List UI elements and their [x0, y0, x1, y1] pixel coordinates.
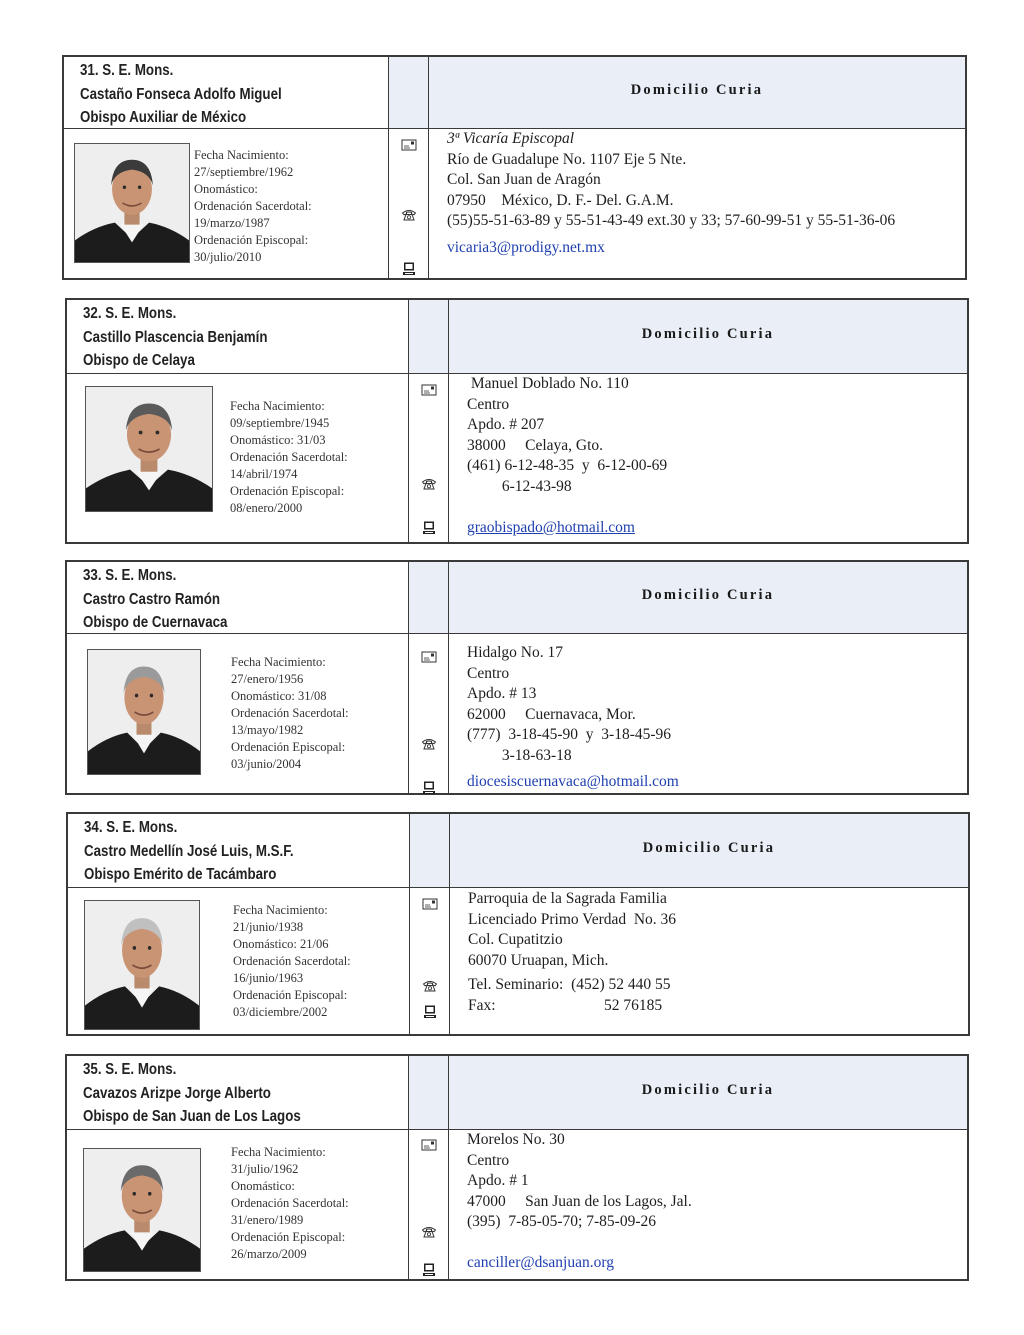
bishop-header [67, 300, 409, 374]
bishop-date-line: Onomástico: 31/08 [231, 689, 327, 703]
bishop-name: Castaño Fonseca Adolfo Miguel [80, 85, 282, 103]
domicilio-header [429, 57, 965, 129]
curia-address [467, 643, 679, 793]
bishop-profile [64, 129, 389, 278]
bishop-date-line: Ordenación Sacerdotal: [194, 199, 312, 213]
bishop-date-line: Ordenación Sacerdotal: [231, 706, 349, 720]
address-line: (55)55-51-63-89 y 55-51-43-49 ext.30 y 33; 57-60-99-51 y 55-51-36-06 [447, 212, 896, 229]
domicilio-header [449, 300, 967, 374]
address-line [467, 1233, 692, 1254]
bishop-dates [233, 902, 351, 1021]
address-line: Parroquia de la Sagrada Familia [468, 890, 667, 907]
telephone-icon [422, 978, 438, 994]
bishop-name: Castillo Plascencia Benjamín [83, 328, 268, 346]
domicilio-label: Domicilio Curia [630, 82, 764, 98]
bishop-card [62, 55, 967, 280]
domicilio-label: Domicilio Curia [642, 840, 776, 856]
email-link[interactable]: diocesiscuernavaca@hotmail.com [467, 773, 679, 790]
contact-icons [409, 374, 449, 542]
domicilio-label: Domicilio Curia [641, 1082, 775, 1098]
bishop-name: Castro Medellín José Luis, M.S.F. [84, 842, 294, 860]
address-line: Centro [467, 664, 510, 682]
bishop-number-title: 33. S. E. Mons. [83, 567, 177, 584]
bishop-date-line: Fecha Nacimiento: [231, 1145, 326, 1159]
address-line: 38000 Celaya, Gto. [467, 436, 604, 454]
contact-icons [409, 1130, 449, 1279]
envelope-icon [421, 649, 437, 665]
address-line: (395) 7-85-05-70; 7-85-09-26 [467, 1213, 656, 1230]
bishop-number-title: 32. S. E. Mons. [83, 305, 177, 322]
bishop-date-line: Ordenación Episcopal: [231, 1230, 346, 1244]
bishop-date-line: Ordenación Sacerdotal: [230, 450, 348, 464]
address-line: 62000 Cuernavaca, Mor. [467, 705, 636, 723]
bishop-date-line: Fecha Nacimiento: [233, 903, 328, 917]
bishop-number-title: 34. S. E. Mons. [84, 819, 178, 836]
address-line: Río de Guadalupe No. 1107 Eje 5 Nte. [447, 150, 687, 168]
address-line: 3-18-63-18 [467, 746, 572, 764]
computer-icon [401, 261, 417, 277]
bishop-header [67, 562, 409, 634]
bishop-date-line: 09/septiembre/1945 [230, 416, 330, 430]
domicilio-header [449, 562, 967, 634]
computer-icon [421, 1262, 437, 1278]
address-line: (777) 3-18-45-90 y 3-18-45-96 [467, 726, 672, 743]
bishop-date-line: 03/diciembre/2002 [233, 1005, 328, 1019]
address-line: Col. San Juan de Aragón [447, 171, 601, 188]
address-line: Manuel Doblado No. 110 [467, 375, 629, 392]
telephone-icon [421, 736, 437, 752]
address-line: Col. Cupatitzio [468, 931, 563, 948]
bishop-date-line: 14/abril/1974 [230, 467, 298, 481]
bishop-date-line: Onomástico: 31/03 [230, 433, 326, 447]
address-line: 60070 Uruapan, Mich. [468, 951, 609, 969]
portrait-image [86, 387, 212, 511]
curia-address [467, 374, 667, 538]
address-line [467, 497, 667, 518]
envelope-icon [421, 382, 437, 398]
bishop-number-title: 35. S. E. Mons. [83, 1061, 177, 1078]
curia-address [467, 1130, 692, 1274]
portrait-image [84, 1149, 200, 1271]
telephone-icon [421, 476, 437, 492]
bishop-profile [67, 374, 409, 542]
bishop-date-line: 19/marzo/1987 [194, 216, 270, 230]
bishop-date-line: Onomástico: [194, 182, 258, 196]
bishop-number-title: 31. S. E. Mons. [80, 62, 174, 79]
bishop-photo [85, 386, 213, 512]
portrait-image [75, 144, 189, 262]
email-link[interactable]: vicaria3@prodigy.net.mx [447, 238, 605, 256]
bishop-date-line: Ordenación Episcopal: [233, 988, 348, 1002]
address-line: Apdo. # 13 [467, 685, 537, 702]
address-line: Tel. Seminario: (452) 52 440 55 [468, 976, 671, 993]
bishop-card [65, 560, 969, 795]
email-link[interactable]: canciller@dsanjuan.org [467, 1254, 614, 1271]
address-line: Apdo. # 207 [467, 416, 545, 433]
computer-icon [422, 1004, 438, 1020]
bishop-name: Castro Castro Ramón [83, 590, 221, 608]
computer-icon [421, 780, 437, 796]
bishop-date-line: Onomástico: [231, 1179, 295, 1193]
curia-address [447, 129, 895, 258]
portrait-image [85, 901, 199, 1029]
bishop-photo [83, 1148, 201, 1272]
bishop-date-line: Fecha Nacimiento: [194, 148, 289, 162]
bishop-dates [230, 398, 348, 517]
bishop-date-line: 31/julio/1962 [231, 1162, 299, 1176]
bishop-role: Obispo de Cuernavaca [83, 614, 228, 631]
bishop-header [67, 1056, 409, 1130]
bishop-date-line: 08/enero/2000 [230, 501, 303, 515]
bishop-date-line: 27/enero/1956 [231, 672, 304, 686]
address-line: Morelos No. 30 [467, 1131, 565, 1148]
bishop-date-line: 26/marzo/2009 [231, 1247, 307, 1261]
computer-icon [421, 520, 437, 536]
bishop-date-line: Ordenación Sacerdotal: [231, 1196, 349, 1210]
domicilio-label: Domicilio Curia [641, 587, 775, 603]
domicilio-header [449, 1056, 967, 1130]
telephone-icon [421, 1224, 437, 1240]
email-link[interactable]: graobispado@hotmail.com [467, 518, 635, 536]
bishop-role: Obispo de San Juan de Los Lagos [83, 1108, 301, 1125]
bishop-date-line: 03/junio/2004 [231, 757, 302, 771]
bishop-profile [67, 1130, 409, 1279]
bishop-profile [68, 888, 410, 1034]
bishop-date-line: Ordenación Episcopal: [231, 740, 346, 754]
envelope-icon [401, 137, 417, 153]
header-icon-cell [410, 814, 450, 888]
bishop-dates [231, 654, 349, 773]
bishop-header [64, 57, 389, 129]
address-line: 07950 México, D. F.- Del. G.A.M. [447, 191, 674, 209]
domicilio-header [450, 814, 968, 888]
envelope-icon [422, 896, 438, 912]
contact-icons [389, 129, 429, 278]
bishop-dates [231, 1144, 349, 1263]
address-line: 3ª Vicaría Episcopal [447, 130, 575, 147]
address-line: Fax: 52 76185 [468, 996, 663, 1014]
curia-address [468, 889, 676, 1016]
bishop-date-line: 16/junio/1963 [233, 971, 304, 985]
telephone-icon [401, 207, 417, 223]
address-line: (461) 6-12-48-35 y 6-12-00-69 [467, 457, 668, 474]
bishop-dates [194, 147, 312, 266]
bishop-role: Obispo de Celaya [83, 352, 195, 369]
bishop-date-line: 27/septiembre/1962 [194, 165, 294, 179]
header-icon-cell [409, 562, 449, 634]
bishop-date-line: Ordenación Sacerdotal: [233, 954, 351, 968]
bishop-profile [67, 634, 409, 793]
bishop-date-line: Ordenación Episcopal: [194, 233, 309, 247]
address-line: 47000 San Juan de los Lagos, Jal. [467, 1192, 692, 1210]
address-line: Apdo. # 1 [467, 1172, 529, 1189]
bishop-date-line: Ordenación Episcopal: [230, 484, 345, 498]
header-icon-cell [389, 57, 429, 129]
bishop-card [65, 1054, 969, 1281]
bishop-role: Obispo Emérito de Tacámbaro [84, 866, 277, 883]
portrait-image [88, 650, 200, 774]
bishop-date-line: 13/mayo/1982 [231, 723, 304, 737]
bishop-photo [84, 900, 200, 1030]
address-line: Hidalgo No. 17 [467, 644, 564, 661]
bishop-date-line: 21/junio/1938 [233, 920, 304, 934]
bishop-role: Obispo Auxiliar de México [80, 109, 247, 126]
bishop-date-line: Fecha Nacimiento: [231, 655, 326, 669]
domicilio-label: Domicilio Curia [641, 326, 775, 342]
bishop-photo [87, 649, 201, 775]
bishop-card [65, 298, 969, 544]
address-line: 6-12-43-98 [467, 477, 572, 495]
bishop-date-line: Fecha Nacimiento: [230, 399, 325, 413]
contact-icons [409, 634, 449, 793]
header-icon-cell [409, 1056, 449, 1130]
header-icon-cell [409, 300, 449, 374]
bishop-date-line: Onomástico: 21/06 [233, 937, 329, 951]
bishop-date-line: 30/julio/2010 [194, 250, 262, 264]
bishop-header [68, 814, 410, 888]
envelope-icon [421, 1137, 437, 1153]
bishop-card [66, 812, 970, 1036]
address-line: Licenciado Primo Verdad No. 36 [468, 910, 677, 928]
bishop-date-line: 31/enero/1989 [231, 1213, 304, 1227]
bishop-photo [74, 143, 190, 263]
address-line: Centro [467, 395, 510, 413]
bishop-name: Cavazos Arizpe Jorge Alberto [83, 1084, 271, 1102]
address-line: Centro [467, 1151, 510, 1169]
contact-icons [410, 888, 450, 1034]
